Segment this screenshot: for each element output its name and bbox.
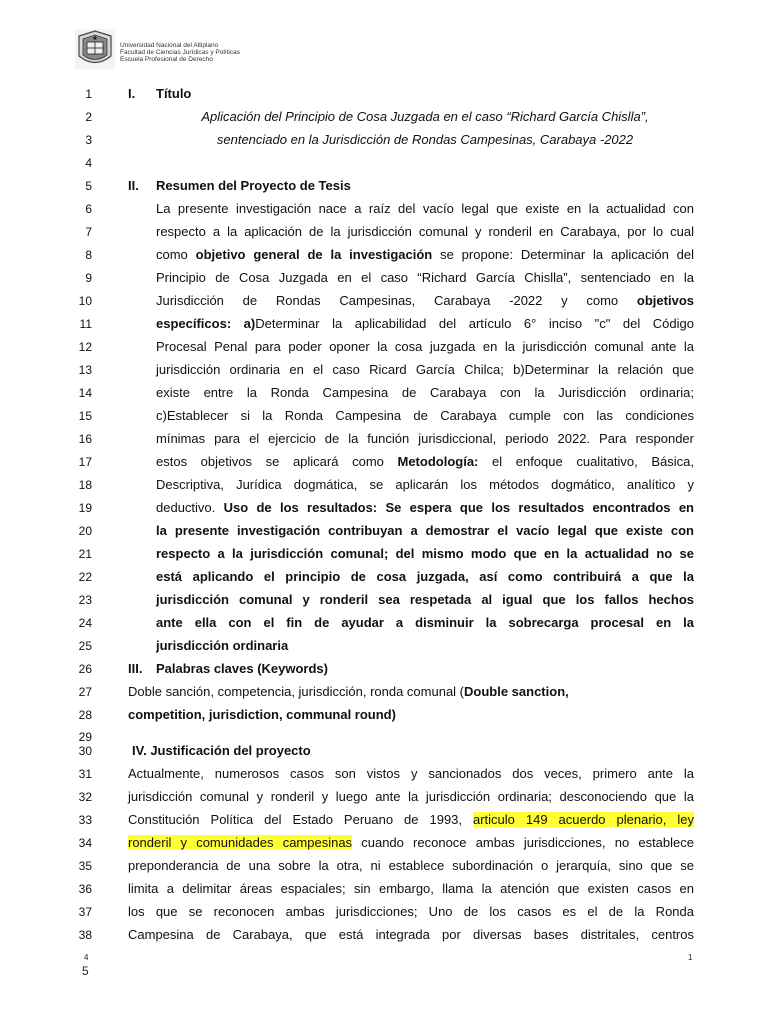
paragraph-line: Procesal Penal para poder oponer la cosa juzgada en la jurisdicción comunal ante la <box>156 339 694 354</box>
line-number: 28 <box>78 708 92 722</box>
text-run: como <box>156 247 196 262</box>
faculty-name: Facultad de Ciencias Jurídicas y Políticas <box>120 49 240 56</box>
paragraph-line: c)Establecer si la Ronda Campesina de Carabaya cumple con las condiciones <box>156 408 694 423</box>
paragraph-line: respecto a la aplicación de la jurisdicción comunal y ronderil en Carabaya, por lo cual <box>156 224 694 239</box>
line-number: 36 <box>78 882 92 896</box>
line-number: 22 <box>78 570 92 584</box>
line-number: 1 <box>85 87 92 101</box>
line-number: 38 <box>78 928 92 942</box>
thesis-title-line: sentenciado en la Jurisdicción de Rondas Campesinas, Carabaya -2022 <box>216 132 634 147</box>
bold-text-run: objetivo general de la investigación <box>195 247 433 262</box>
line-number: 10 <box>78 294 92 308</box>
university-name: Universidad Nacional del Altiplano <box>120 42 219 49</box>
thesis-title-line: Aplicación del Principio de Cosa Juzgada en el caso “Richard García Chislla”, <box>201 109 649 124</box>
paragraph-line: jurisdicción comunal y ronderil sea respetada al igual que los fallos hechos <box>156 592 694 607</box>
paragraph-line <box>156 499 694 517</box>
line-number: 25 <box>78 639 92 653</box>
section-numeral: III. <box>128 661 143 676</box>
line-number: 11 <box>79 317 92 331</box>
line-number: 7 <box>85 225 92 239</box>
line-number: 16 <box>78 432 92 446</box>
line-number: 13 <box>78 363 92 377</box>
paragraph-line: Principio de Cosa Juzgada en el caso “Richard García Chislla”, sentenciado en la <box>156 270 694 285</box>
page-number: 1 <box>688 953 693 962</box>
keywords-line: competition, jurisdiction, communal round) <box>128 707 396 722</box>
bold-text-run: objetivos <box>636 293 694 308</box>
section-numeral: I. <box>128 86 136 101</box>
line-number: 30 <box>78 744 92 758</box>
paragraph-line: respecto a la jurisdicción comunal; del mismo modo que en la actualidad no se <box>156 546 694 561</box>
text-run: Constitución Política del Estado Peruano de 1993, <box>128 812 473 827</box>
line-number: 4 <box>85 156 92 170</box>
text-run: deductivo. <box>156 500 224 515</box>
paragraph-line: los que se reconocen ambas jurisdicciones; Uno de los casos es el de la Ronda <box>128 904 694 919</box>
paragraph-line: la presente investigación contribuyan a demostrar el vacío legal que existe con <box>156 523 694 538</box>
paragraph-line <box>156 292 694 310</box>
paragraph-line <box>128 834 694 852</box>
line-number: 32 <box>78 790 92 804</box>
line-number: 34 <box>78 836 92 850</box>
line-number: 9 <box>85 271 92 285</box>
text-run: Determinar la aplicabilidad del artículo 6° inciso "c" del Código <box>255 316 694 331</box>
bold-text-run: Double sanction, <box>464 684 569 699</box>
footer-line-number: 5 <box>82 964 89 978</box>
paragraph-line <box>128 811 694 829</box>
section-heading: Resumen del Proyecto de Tesis <box>156 178 351 193</box>
keywords-line <box>128 683 569 701</box>
section-heading: IV. Justificación del proyecto <box>132 743 311 758</box>
paragraph-line: Actualmente, numerosos casos son vistos y sancionados dos veces, primero ante la <box>128 766 694 781</box>
paragraph-line: Descriptiva, Jurídica dogmática, se aplicarán los métodos dogmático, analítico y <box>156 477 694 492</box>
bold-text-run: específicos: a) <box>156 316 256 331</box>
paragraph-line <box>156 315 694 333</box>
paragraph-line: jurisdicción comunal y ronderil y luego ante la jurisdicción ordinaria; desconociendo que la <box>128 789 694 804</box>
footer-line-number: 4 <box>84 953 89 962</box>
paragraph-line: Campesina de Carabaya, que está integrada por diversas bases distritales, centros <box>128 927 694 942</box>
text-run: se propone: Determinar la aplicación del <box>432 247 694 262</box>
highlighted-text: articulo 149 acuerdo plenario, ley <box>473 812 694 827</box>
paragraph-line <box>156 246 694 264</box>
paragraph-line: La presente investigación nace a raíz del vacío legal que existe en la actualidad con <box>156 201 694 216</box>
line-number: 35 <box>78 859 92 873</box>
document-header <box>74 28 240 70</box>
line-number: 12 <box>78 340 92 354</box>
line-number: 20 <box>78 524 92 538</box>
line-number: 14 <box>78 386 92 400</box>
school-name: Escuela Profesional de Derecho <box>120 56 213 63</box>
line-number: 29 <box>78 730 92 744</box>
highlighted-text: ronderil y comunidades campesinas <box>128 835 353 850</box>
text-run: Doble sanción, competencia, jurisdicción, ronda comunal ( <box>128 684 465 699</box>
paragraph-line: jurisdicción ordinaria <box>156 638 289 653</box>
bold-text-run: Metodología: <box>397 454 479 469</box>
line-number: 3 <box>85 133 92 147</box>
line-number: 23 <box>78 593 92 607</box>
header-text <box>120 42 240 63</box>
paragraph-line: mínimas para el ejercicio de la función jurisdiccional, periodo 2022. Para responder <box>156 431 694 446</box>
text-run: el enfoque cualitativo, Básica, <box>478 454 695 469</box>
line-number: 26 <box>78 662 92 676</box>
line-number: 31 <box>78 767 92 781</box>
line-number: 6 <box>85 202 92 216</box>
line-number: 2 <box>85 110 92 124</box>
paragraph-line: limita a delimitar áreas espaciales; sin embargo, llama la atención que existen casos en <box>128 881 694 896</box>
university-crest-icon <box>74 28 116 70</box>
section-heading: Palabras claves (Keywords) <box>156 661 328 676</box>
paragraph-line: preponderancia de una sobre la otra, ni establece subordinación o jerarquía, sino que se <box>128 858 694 873</box>
line-number: 19 <box>78 501 92 515</box>
section-heading: Título <box>156 86 192 101</box>
line-number: 5 <box>85 179 92 193</box>
text-run: Jurisdicción de Rondas Campesinas, Carabaya -2022 y como <box>156 293 637 308</box>
text-run: cuando reconoce ambas jurisdicciones, no establece <box>352 835 694 850</box>
section-numeral: II. <box>128 178 139 193</box>
line-number: 24 <box>78 616 92 630</box>
paragraph-line: está aplicando el principio de cosa juzgada, así como contribuirá a que la <box>156 569 694 584</box>
line-number: 21 <box>78 547 92 561</box>
paragraph-line: ante ella con el fin de ayudar a disminuir la sobrecarga procesal en la <box>156 615 694 630</box>
line-number: 27 <box>78 685 92 699</box>
line-number: 33 <box>78 813 92 827</box>
line-number: 37 <box>78 905 92 919</box>
line-number: 15 <box>78 409 92 423</box>
bold-text-run: Uso de los resultados: Se espera que los resultados encontrados en <box>223 500 694 515</box>
line-number: 18 <box>78 478 92 492</box>
paragraph-line: existe entre la Ronda Campesina de Carabaya con la Jurisdicción ordinaria; <box>156 385 694 400</box>
text-run: estos objetivos se aplicará como <box>156 454 398 469</box>
line-number: 17 <box>78 455 92 469</box>
paragraph-line <box>156 453 694 471</box>
line-number: 8 <box>85 248 92 262</box>
paragraph-line: jurisdicción ordinaria en el caso Ricard García Chilca; b)Determinar la relación que <box>156 362 694 377</box>
